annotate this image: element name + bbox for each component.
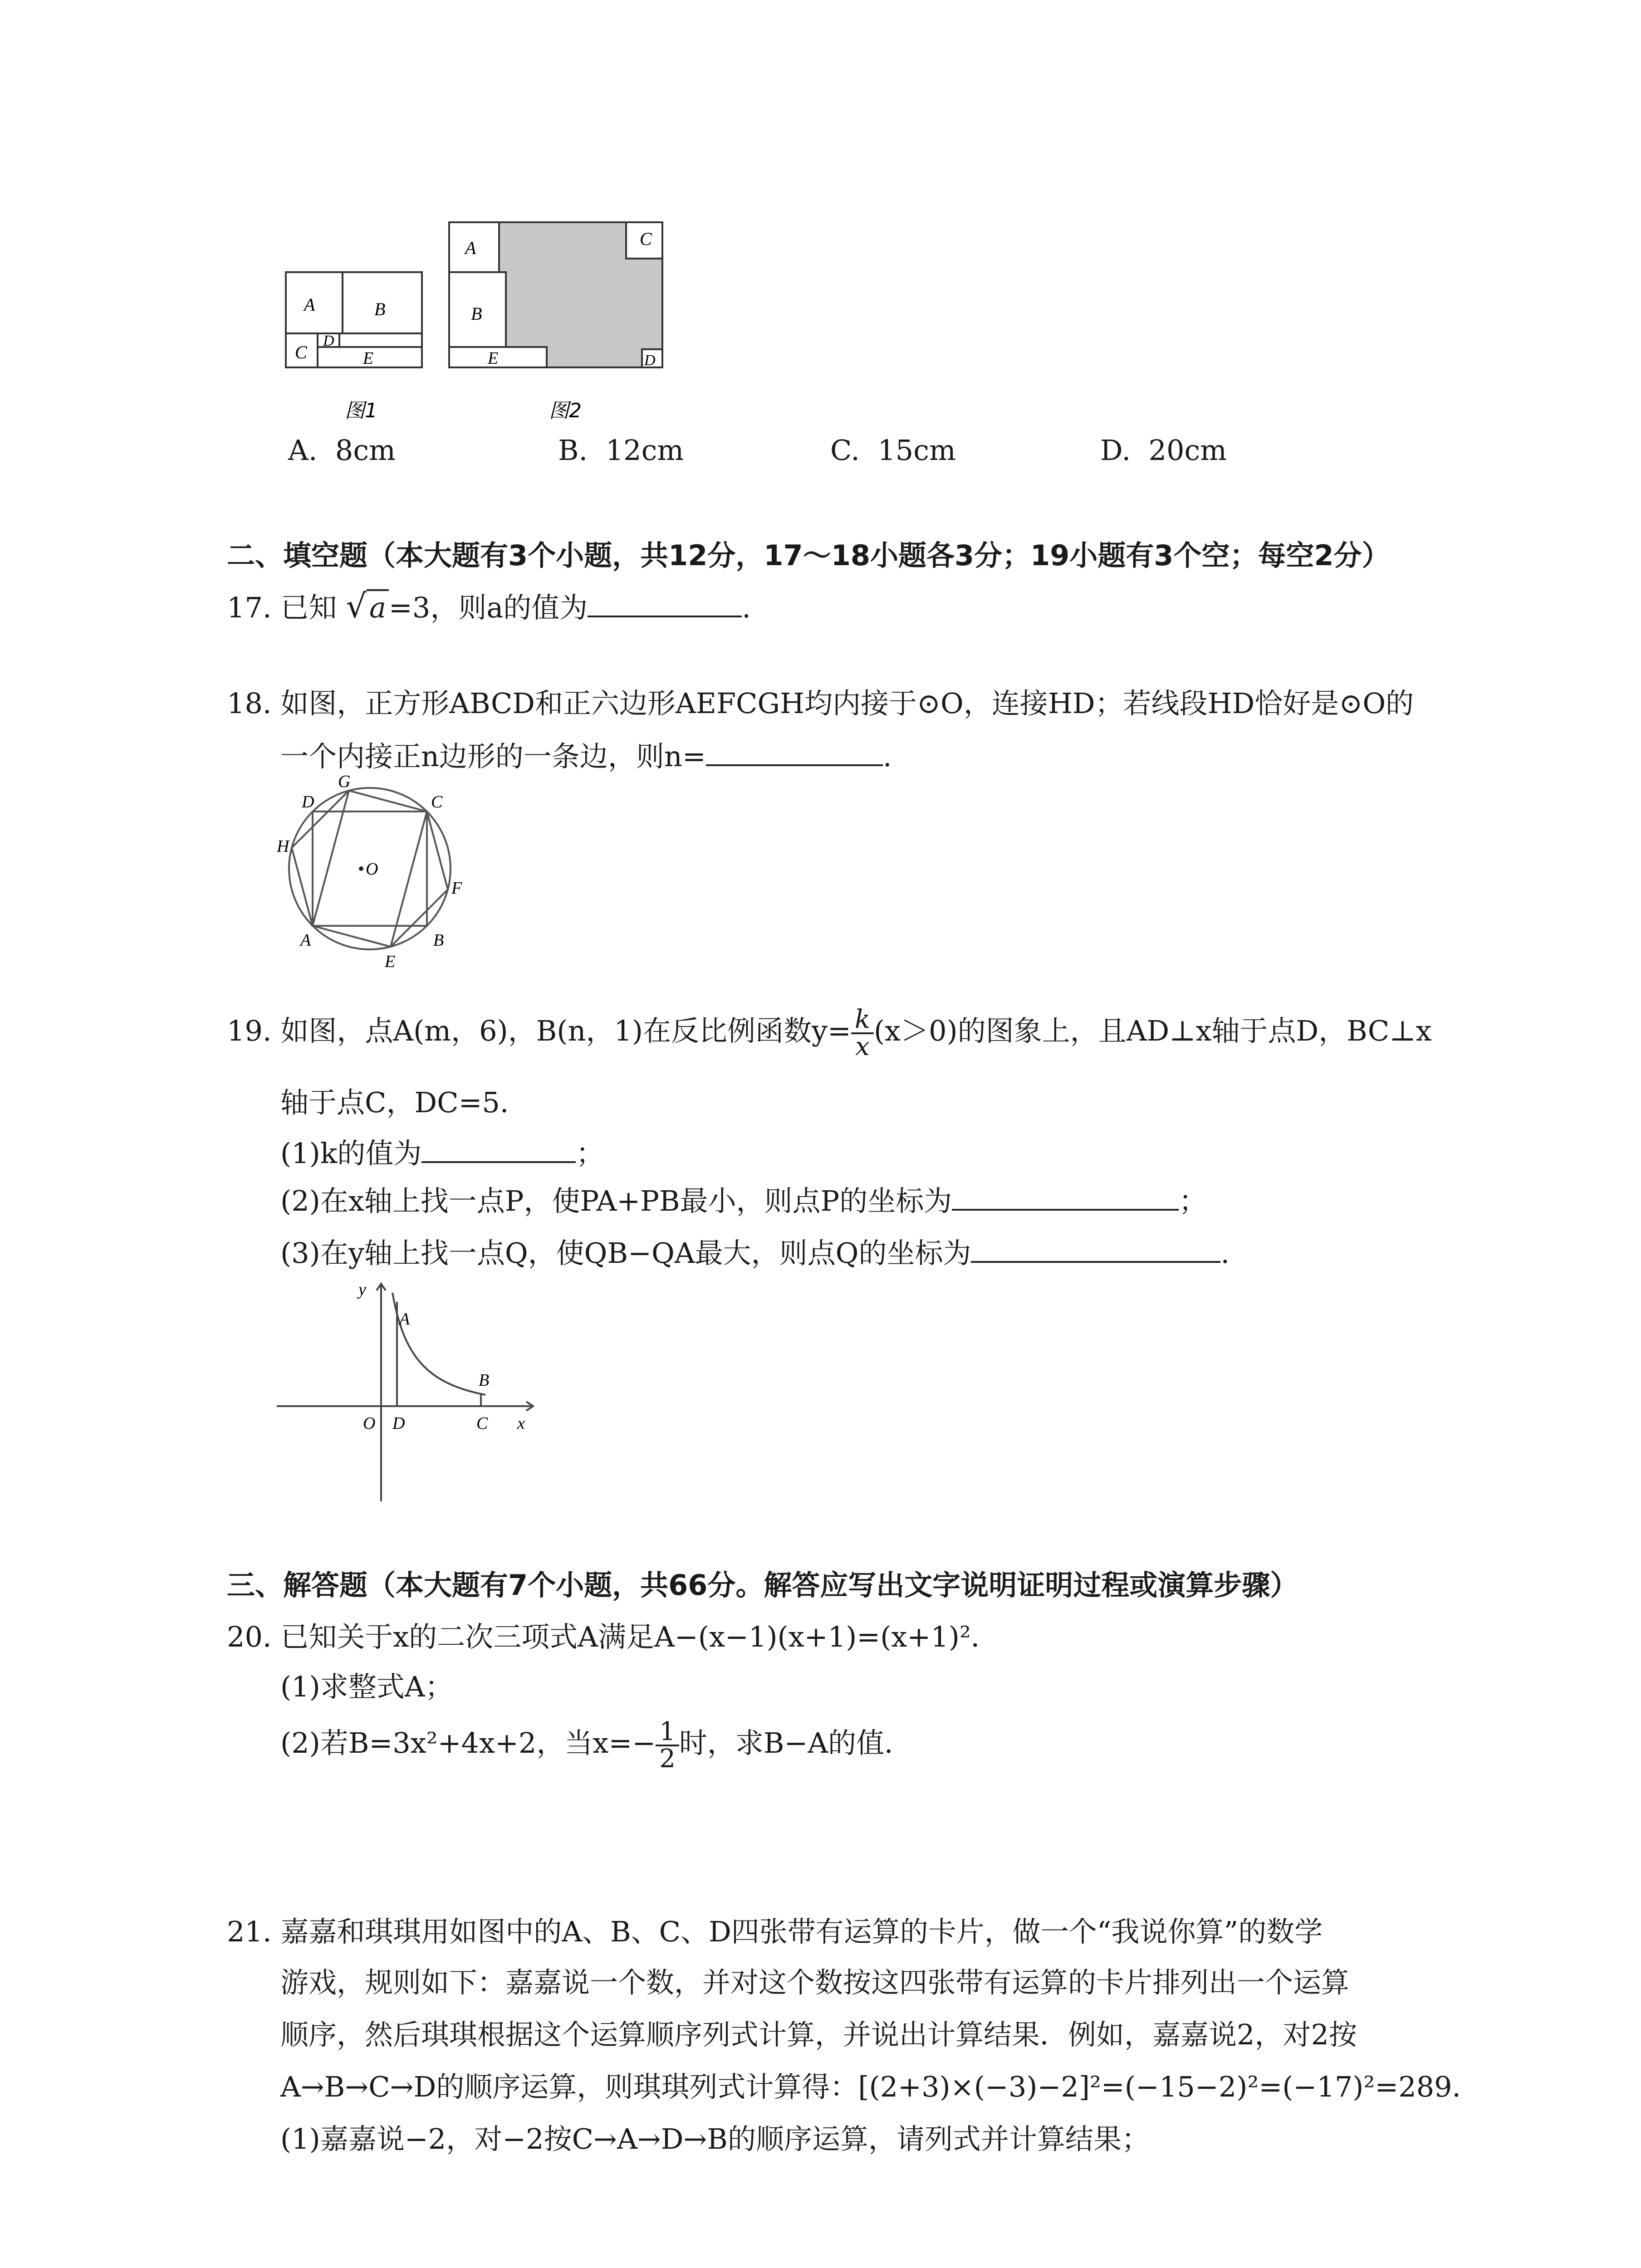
question-18-line-2 <box>280 742 892 771</box>
q18-label-A: A <box>300 931 311 950</box>
q19-graph-label-D: D <box>392 1414 405 1433</box>
q20-part-2-pre: (2)若B=3x²+4x+2，当x=− <box>280 1726 656 1760</box>
q19-part-1-text: (1)k的值为 <box>280 1137 422 1170</box>
fraction-numerator: 1 <box>656 1719 679 1746</box>
question-number: 20. <box>227 1620 272 1653</box>
question-number: 18. <box>227 687 272 720</box>
q20-part-2-post: 时，求B−A的值． <box>679 1726 913 1760</box>
q19-part-3-end: . <box>1220 1237 1230 1270</box>
q19-part-1-end: ； <box>576 1137 604 1170</box>
q19-answer-blank-1[interactable] <box>421 1139 576 1163</box>
q19-graph-label-C: C <box>476 1414 488 1433</box>
q16-fig1-label-A: A <box>304 294 315 315</box>
question-number: 17. <box>227 591 272 624</box>
sqrt-radicand: a <box>367 589 389 624</box>
q18-label-H: H <box>277 837 289 856</box>
option-value: 20cm <box>1148 434 1227 467</box>
q16-fig2-label-C: C <box>640 229 652 249</box>
q18-circle-figure <box>272 771 472 971</box>
q16-option-b <box>558 434 684 467</box>
fraction-denominator: x <box>855 1032 870 1061</box>
q19-part-2-text: (2)在x轴上找一点P，使PA+PB最小，则点P的坐标为 <box>280 1184 952 1217</box>
question-20-line-1 <box>227 1620 999 1653</box>
q19-graph-label-x: x <box>517 1414 525 1433</box>
question-18-line-1 <box>227 689 1414 718</box>
q18-label-D: D <box>302 792 314 811</box>
question-21-line-3: 顺序，然后琪琪根据这个运算顺序列式计算，并说出计算结果．例如，嘉嘉说2，对2按 <box>280 2018 1357 2051</box>
q19-part-3-text: (3)在y轴上找一点Q，使QB−QA最大，则点Q的坐标为 <box>280 1237 971 1270</box>
q16-fig1-label-C: C <box>295 342 307 362</box>
q19-answer-blank-3[interactable] <box>971 1238 1220 1263</box>
option-letter: A. <box>288 434 318 467</box>
q16-fig2-label-B: B <box>471 303 482 324</box>
q19-graph-label-y: y <box>358 1280 366 1299</box>
q20-text-line-1: 已知关于x的二次三项式A满足A−(x−1)(x+1)=(x+1)²． <box>280 1620 999 1653</box>
q18-label-B: B <box>433 931 444 950</box>
q19-text-post: (x＞0)的图象上，且AD⊥x轴于点D，BC⊥x <box>873 1014 1432 1048</box>
q20-fraction-one-half <box>656 1719 679 1772</box>
q16-fig1-label-E: E <box>363 349 374 368</box>
question-21-line-5: (1)嘉嘉说−2，对−2按C→A→D→B的顺序运算，请列式并计算结果； <box>280 2122 1150 2156</box>
q16-figures <box>281 218 681 431</box>
question-19-line-2: 轴于点C，DC=5． <box>280 1086 528 1119</box>
q19-graph <box>272 1275 544 1510</box>
q19-text-pre: 如图，点A(m，6)，B(n，1)在反比例函数y= <box>280 1014 852 1048</box>
q21-text-line-1: 嘉嘉和琪琪用如图中的A、B、C、D四张带有运算的卡片，做一个“我说你算”的数学 <box>280 1915 1323 1948</box>
q16-option-d <box>1100 434 1227 467</box>
q18-label-F: F <box>451 879 462 898</box>
q16-figure-2 <box>449 222 662 367</box>
option-letter: B. <box>558 434 588 467</box>
question-21-line-2: 游戏，规则如下：嘉嘉说一个数，并对这个数按这四张带有运算的卡片排列出一个运算 <box>280 1966 1350 1999</box>
q18-label-E: E <box>385 952 396 971</box>
q18-end: . <box>882 740 892 773</box>
q16-option-a <box>288 434 396 467</box>
q19-answer-blank-2[interactable] <box>952 1186 1179 1211</box>
q17-text-pre: 已知 <box>280 591 337 624</box>
section-2-title: 二、填空题（本大题有3个小题，共12分，17～18小题各3分；19小题有3个空；每空2分） <box>227 539 1390 572</box>
q18-answer-blank[interactable] <box>706 742 883 766</box>
q19-part-1 <box>280 1139 604 1168</box>
q17-text-post: =3，则a的值为 <box>388 591 588 624</box>
question-19-line-1 <box>227 1007 1432 1060</box>
q19-graph-label-O: O <box>363 1414 376 1433</box>
q18-label-O: O <box>366 860 378 879</box>
option-value: 12cm <box>605 434 684 467</box>
q18-text-line-1: 如图，正方形ABCD和正六边形AEFCGH均内接于⊙O，连接HD；若线段HD恰好是⊙O的 <box>280 687 1414 720</box>
q16-fig1-label-D: D <box>323 332 334 349</box>
q18-label-G: G <box>338 772 351 791</box>
q17-answer-blank[interactable] <box>588 593 742 617</box>
q16-fig1-label-B: B <box>374 299 386 319</box>
q19-part-2 <box>280 1186 1207 1215</box>
option-letter: D. <box>1100 434 1131 467</box>
q17-end: . <box>742 591 751 624</box>
q19-fraction-k-over-x <box>851 1007 874 1060</box>
q18-text-line-2: 一个内接正n边形的一条边，则n= <box>280 740 706 773</box>
fraction-numerator: k <box>851 1007 874 1034</box>
question-number: 19. <box>227 1014 272 1048</box>
q19-part-3 <box>280 1237 1230 1270</box>
question-21-line-4: A→B→C→D的顺序运算，则琪琪列式计算得：[(2+3)×(−3)−2]²=(−15−2)²=(−17)²=289． <box>280 2070 1480 2103</box>
q16-fig2-label-E: E <box>488 349 499 368</box>
question-17 <box>227 587 751 625</box>
q20-part-2 <box>280 1719 912 1772</box>
section-3-title: 三、解答题（本大题有7个小题，共66分。解答应写出文字说明证明过程或演算步骤） <box>227 1569 1298 1602</box>
q16-fig2-caption: 图2 <box>549 399 582 422</box>
q16-option-c <box>830 434 956 467</box>
q16-fig2-label-A: A <box>465 238 476 258</box>
q16-fig2-label-D: D <box>644 352 656 369</box>
question-21-line-1 <box>227 1915 1323 1948</box>
q19-graph-label-A: A <box>399 1310 410 1329</box>
q19-part-2-end: ； <box>1179 1184 1207 1217</box>
q20-part-1: (1)求整式A； <box>280 1670 453 1703</box>
option-value: 8cm <box>335 434 396 467</box>
option-letter: C. <box>830 434 860 467</box>
q16-fig1-caption: 图1 <box>345 399 377 422</box>
q18-label-C: C <box>431 792 443 811</box>
fraction-denominator: 2 <box>659 1744 676 1774</box>
sqrt-sign: √ <box>346 587 367 625</box>
option-value: 15cm <box>877 434 956 467</box>
q19-graph-label-B: B <box>479 1371 490 1390</box>
question-number: 21. <box>227 1915 272 1948</box>
